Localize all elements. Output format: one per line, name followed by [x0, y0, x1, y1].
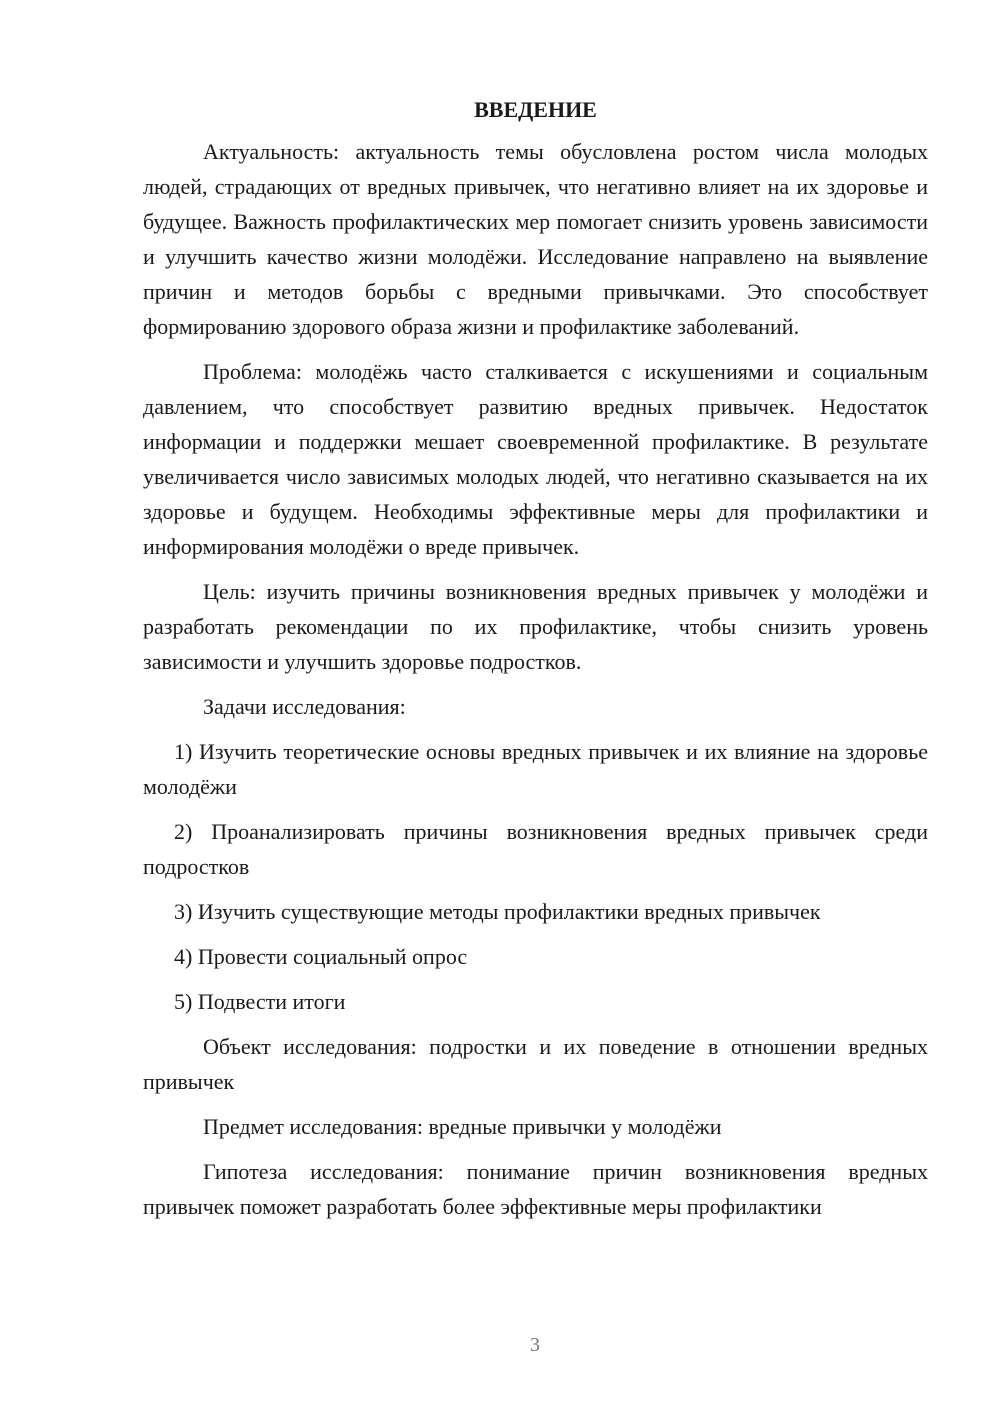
page-number: 3 — [530, 1334, 540, 1356]
paragraph-tasks-heading: Задачи исследования: — [203, 694, 406, 719]
paragraph-hypothesis: Гипотеза исследования: понимание причин возникновения вредных привычек поможет разработать более эффективные меры профилактики — [143, 1159, 928, 1219]
paragraph-subject: Предмет исследования: вредные привычки у молодёжи — [203, 1114, 722, 1139]
task-item-3: 3) Изучить существующие методы профилактики вредных привычек — [174, 899, 821, 924]
paragraph-problem: Проблема: молодёжь часто сталкивается с искушениями и социальным давлением, что способствует развитию вредных привычек. Недостаток информации и поддержки мешает своевременной профилактике. В результате увеличивается число зависимых молодых людей, что негативно сказывается на их здоровье и будущем. Необходимы эффективные меры для профилактики и информирования молодёжи о вреде привычек. — [143, 359, 928, 559]
paragraph-object: Объект исследования: подростки и их поведение в отношении вредных привычек — [143, 1034, 928, 1094]
task-item-5: 5) Подвести итоги — [174, 989, 346, 1014]
task-item-4: 4) Провести социальный опрос — [174, 944, 468, 969]
paragraph-relevance: Актуальность: актуальность темы обусловлена ростом числа молодых людей, страдающих от вредных привычек, что негативно влияет на их здоровье и будущее. Важность профилактических мер помогает снизить уровень зависимости и улучшить качество жизни молодёжи. Исследование направлено на выявление причин и методов борьбы с вредными привычками. Это способствует формированию здорового образа жизни и профилактике заболеваний. — [143, 139, 928, 339]
task-item-2: 2) Проанализировать причины возникновения вредных привычек среди подростков — [143, 819, 928, 879]
document-page — [143, 92, 928, 1234]
paragraph-goal: Цель: изучить причины возникновения вредных привычек у молодёжи и разработать рекомендации по их профилактике, чтобы снизить уровень зависимости и улучшить здоровье подростков. — [143, 579, 928, 674]
section-title: ВВЕДЕНИЕ — [474, 97, 597, 122]
task-item-1: 1) Изучить теоретические основы вредных привычек и их влияние на здоровье молодёжи — [143, 739, 928, 799]
